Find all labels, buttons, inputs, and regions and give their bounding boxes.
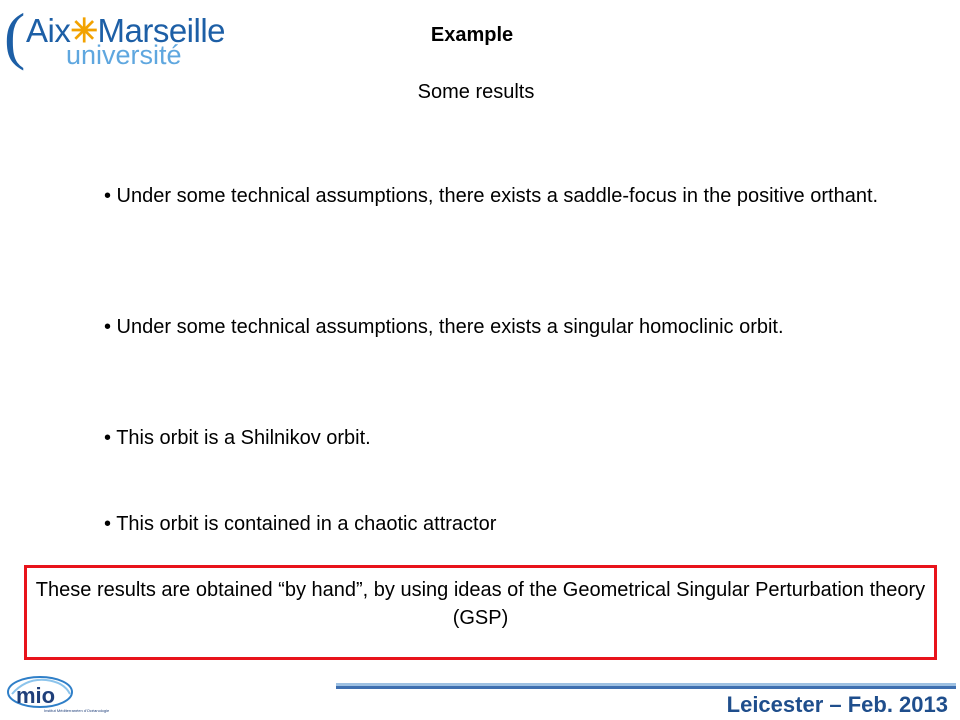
- star-icon: ✳: [70, 12, 98, 49]
- bullet-item: • Under some technical assumptions, there exists a saddle-focus in the positive orthant.: [104, 185, 879, 207]
- slide-subtitle: Some results: [417, 81, 535, 103]
- bullet-item: • Under some technical assumptions, there exists a singular homoclinic orbit.: [104, 316, 784, 338]
- logo-line-2: université: [66, 40, 182, 70]
- bullet-item: • This orbit is contained in a chaotic attractor: [104, 513, 497, 535]
- logo-line-1: Aix✳Marseille: [26, 12, 226, 49]
- bullet-item: • This orbit is a Shilnikov orbit.: [104, 427, 371, 449]
- mio-logo-text: mio: [16, 683, 56, 708]
- footer-rule-dark: [336, 686, 956, 689]
- highlight-text: These results are obtained “by hand”, by using ideas of the Geometrical Singular Perturbation theory (GSP): [35, 579, 926, 629]
- mio-logo-subtext: Institut Méditerranéen d'Océanologie: [44, 708, 110, 713]
- slide-title: Example: [430, 24, 514, 46]
- mio-logo: [6, 672, 110, 720]
- highlight-box: [24, 565, 937, 660]
- logo-bracket: (: [4, 0, 26, 71]
- footer-text: Leicester – Feb. 2013: [726, 692, 948, 717]
